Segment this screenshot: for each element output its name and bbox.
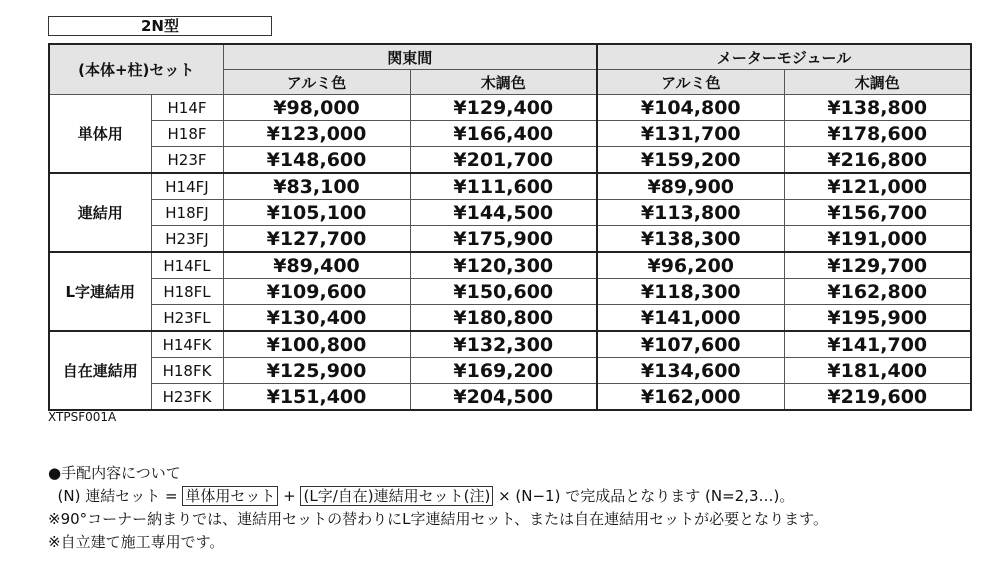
table-title: 2N型 — [48, 16, 272, 36]
price-cell: ¥216,800 — [784, 147, 971, 174]
price-cell: ¥178,600 — [784, 121, 971, 147]
price-cell: ¥127,700 — [223, 226, 410, 253]
formula-plus: + — [278, 487, 301, 505]
table-row — [49, 331, 971, 358]
table-row — [49, 95, 971, 121]
table-row — [49, 226, 971, 253]
price-cell: ¥120,300 — [410, 252, 597, 279]
connect-set-box: (L字/自在)連結用セット(注) — [300, 486, 493, 506]
price-cell: ¥159,200 — [597, 147, 784, 174]
category-cell: L字連結用 — [49, 252, 151, 331]
price-cell: ¥219,600 — [784, 384, 971, 411]
price-cell: ¥107,600 — [597, 331, 784, 358]
table-row — [49, 358, 971, 384]
notes-formula — [48, 485, 828, 508]
model-cell: H18FK — [151, 358, 223, 384]
price-cell: ¥125,900 — [223, 358, 410, 384]
price-cell: ¥151,400 — [223, 384, 410, 411]
kanto-moku-header: 木調色 — [410, 70, 597, 95]
price-cell: ¥141,700 — [784, 331, 971, 358]
price-cell: ¥129,700 — [784, 252, 971, 279]
model-cell: H14FJ — [151, 173, 223, 200]
table-row — [49, 200, 971, 226]
meter-alumi-header: アルミ色 — [597, 70, 784, 95]
price-cell: ¥89,900 — [597, 173, 784, 200]
price-cell: ¥118,300 — [597, 279, 784, 305]
price-cell: ¥148,600 — [223, 147, 410, 174]
price-cell: ¥150,600 — [410, 279, 597, 305]
model-cell: H23FL — [151, 305, 223, 332]
single-set-box: 単体用セット — [182, 486, 278, 506]
price-cell: ¥201,700 — [410, 147, 597, 174]
price-cell: ¥138,300 — [597, 226, 784, 253]
price-cell: ¥111,600 — [410, 173, 597, 200]
price-cell: ¥175,900 — [410, 226, 597, 253]
price-cell: ¥121,000 — [784, 173, 971, 200]
price-cell: ¥166,400 — [410, 121, 597, 147]
price-cell: ¥141,000 — [597, 305, 784, 332]
price-cell: ¥156,700 — [784, 200, 971, 226]
category-cell: 単体用 — [49, 95, 151, 174]
price-cell: ¥129,400 — [410, 95, 597, 121]
price-cell: ¥123,000 — [223, 121, 410, 147]
price-table — [48, 43, 972, 411]
price-cell: ¥191,000 — [784, 226, 971, 253]
meter-module-header: メーターモジュール — [597, 44, 971, 70]
document-code: XTPSF001A — [48, 410, 117, 424]
corner-header: (本体+柱)セット — [49, 44, 223, 95]
price-cell: ¥134,600 — [597, 358, 784, 384]
table-row — [49, 173, 971, 200]
model-cell: H18F — [151, 121, 223, 147]
notes-freestanding: ※自立建て施工専用です。 — [48, 533, 225, 551]
model-cell: H14FK — [151, 331, 223, 358]
formula-prefix: (N) 連結セット = — [57, 487, 183, 505]
category-cell: 自在連結用 — [49, 331, 151, 410]
price-cell: ¥162,000 — [597, 384, 784, 411]
price-cell: ¥96,200 — [597, 252, 784, 279]
table-row — [49, 121, 971, 147]
price-cell: ¥181,400 — [784, 358, 971, 384]
notes-heading: ●手配内容について — [48, 464, 181, 482]
model-cell: H23FK — [151, 384, 223, 411]
notes-section — [48, 462, 828, 554]
model-cell: H23F — [151, 147, 223, 174]
kanto-alumi-header: アルミ色 — [223, 70, 410, 95]
model-cell: H23FJ — [151, 226, 223, 253]
kanto-header: 関東間 — [223, 44, 597, 70]
price-cell: ¥131,700 — [597, 121, 784, 147]
table-row — [49, 305, 971, 332]
price-cell: ¥138,800 — [784, 95, 971, 121]
formula-suffix: × (N−1) で完成品となります (N=2,3…)。 — [493, 487, 795, 505]
price-cell: ¥83,100 — [223, 173, 410, 200]
meter-moku-header: 木調色 — [784, 70, 971, 95]
price-cell: ¥104,800 — [597, 95, 784, 121]
table-row — [49, 252, 971, 279]
model-cell: H18FL — [151, 279, 223, 305]
model-cell: H14FL — [151, 252, 223, 279]
price-cell: ¥105,100 — [223, 200, 410, 226]
table-row — [49, 384, 971, 411]
table-row — [49, 147, 971, 174]
model-cell: H14F — [151, 95, 223, 121]
price-cell: ¥130,400 — [223, 305, 410, 332]
price-cell: ¥180,800 — [410, 305, 597, 332]
price-cell: ¥89,400 — [223, 252, 410, 279]
price-cell: ¥144,500 — [410, 200, 597, 226]
price-cell: ¥162,800 — [784, 279, 971, 305]
model-cell: H18FJ — [151, 200, 223, 226]
price-cell: ¥98,000 — [223, 95, 410, 121]
price-cell: ¥100,800 — [223, 331, 410, 358]
price-cell: ¥113,800 — [597, 200, 784, 226]
price-cell: ¥109,600 — [223, 279, 410, 305]
notes-corner: ※90°コーナー納まりでは、連結用セットの替わりにL字連結用セット、または自在連結用セットが必要となります。 — [48, 510, 828, 528]
price-cell: ¥195,900 — [784, 305, 971, 332]
table-row — [49, 279, 971, 305]
category-cell: 連結用 — [49, 173, 151, 252]
price-cell: ¥169,200 — [410, 358, 597, 384]
price-cell: ¥132,300 — [410, 331, 597, 358]
price-cell: ¥204,500 — [410, 384, 597, 411]
